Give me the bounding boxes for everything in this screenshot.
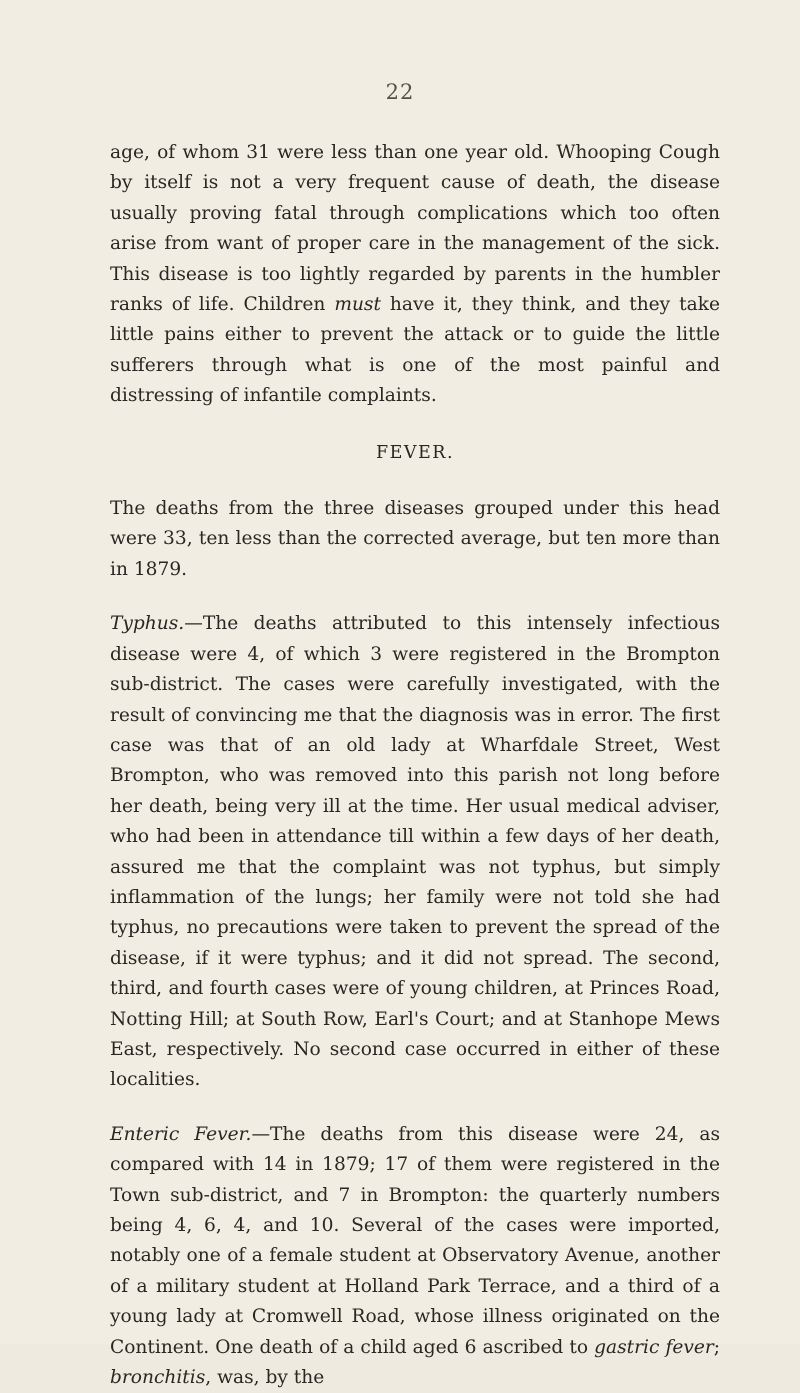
emphasis-must: must [334, 294, 381, 316]
enteric-label: Enteric Fever. [110, 1123, 252, 1145]
enteric-separator: ; [713, 1336, 720, 1358]
emphasis-gastric-fever: gastric fever [594, 1336, 714, 1358]
section-heading-fever: FEVER. [375, 442, 455, 463]
page-number: 22 [385, 80, 415, 104]
body-text [110, 138, 720, 1393]
paragraph-gap [110, 585, 720, 609]
typhus-label: Typhus. [110, 613, 185, 635]
enteric-tail: , was, by the [205, 1367, 325, 1389]
paragraph-gap [110, 1096, 720, 1120]
typhus-text: —The deaths attributed to this intensely infectious disease were 4, of which 3 were registered in the Brompton sub-district. The cases were carefully investigated, with the result of convincing me that the diagnosis was in error. The first case was that of an old lady at Wharfdale Street, West Brompton, who was removed into this parish not long before her death, being very ill at the time. Her usual medical adviser, who had been in attendance till within a few days of her death, assured me that the complaint was not typhus, but simply inflammation of the lungs; her family were not told she had typhus, no precautions were taken to prevent the spread of the disease, if it were typhus; and it did not spread. The second, third, and fourth cases were of young children, at Princes Road, Notting Hill; at South Row, Earl's Court; and at Stanhope Mews East, respectively. No second case occurred in either of these localities. [110, 613, 720, 1091]
enteric-text: —The deaths from this disease were 24, as compared with 14 in 1879; 17 of them were registered in the Town sub-district, and 7 in Brompton: the quarterly numbers being 4, 6, 4, and 10. Several of the cases were imported, notably one of a female student at Observatory Avenue, another of a military student at Holland Park Terrace, and a third of a young lady at Cromwell Road, whose illness originated on the Continent. One death of a child aged 6 ascribed to [110, 1123, 720, 1358]
paragraph-text: age, of whom 31 were less than one year old. Whooping Cough by itself is not a very frequent cause of death, the disease usually proving fatal through complications which too often arise from want of proper care in the management of the sick. This disease is too lightly regarded by parents in the humbler ranks of life. Children [110, 142, 720, 316]
paragraph-enteric-fever [110, 1120, 720, 1393]
paragraph-fever-intro: The deaths from the three diseases grouped under this head were 33, ten less than the corrected average, but ten more than in 1879. [110, 498, 720, 580]
paragraph-typhus [110, 609, 720, 1096]
paragraph-whooping-cough [110, 138, 720, 412]
emphasis-bronchitis: bronchitis [110, 1367, 206, 1389]
paragraph-text-rest: have it, they think, and they take little pains either to prevent the attack or to guide the little sufferers through what is one of the most painful and distressing of infantile complaints. [110, 294, 720, 407]
